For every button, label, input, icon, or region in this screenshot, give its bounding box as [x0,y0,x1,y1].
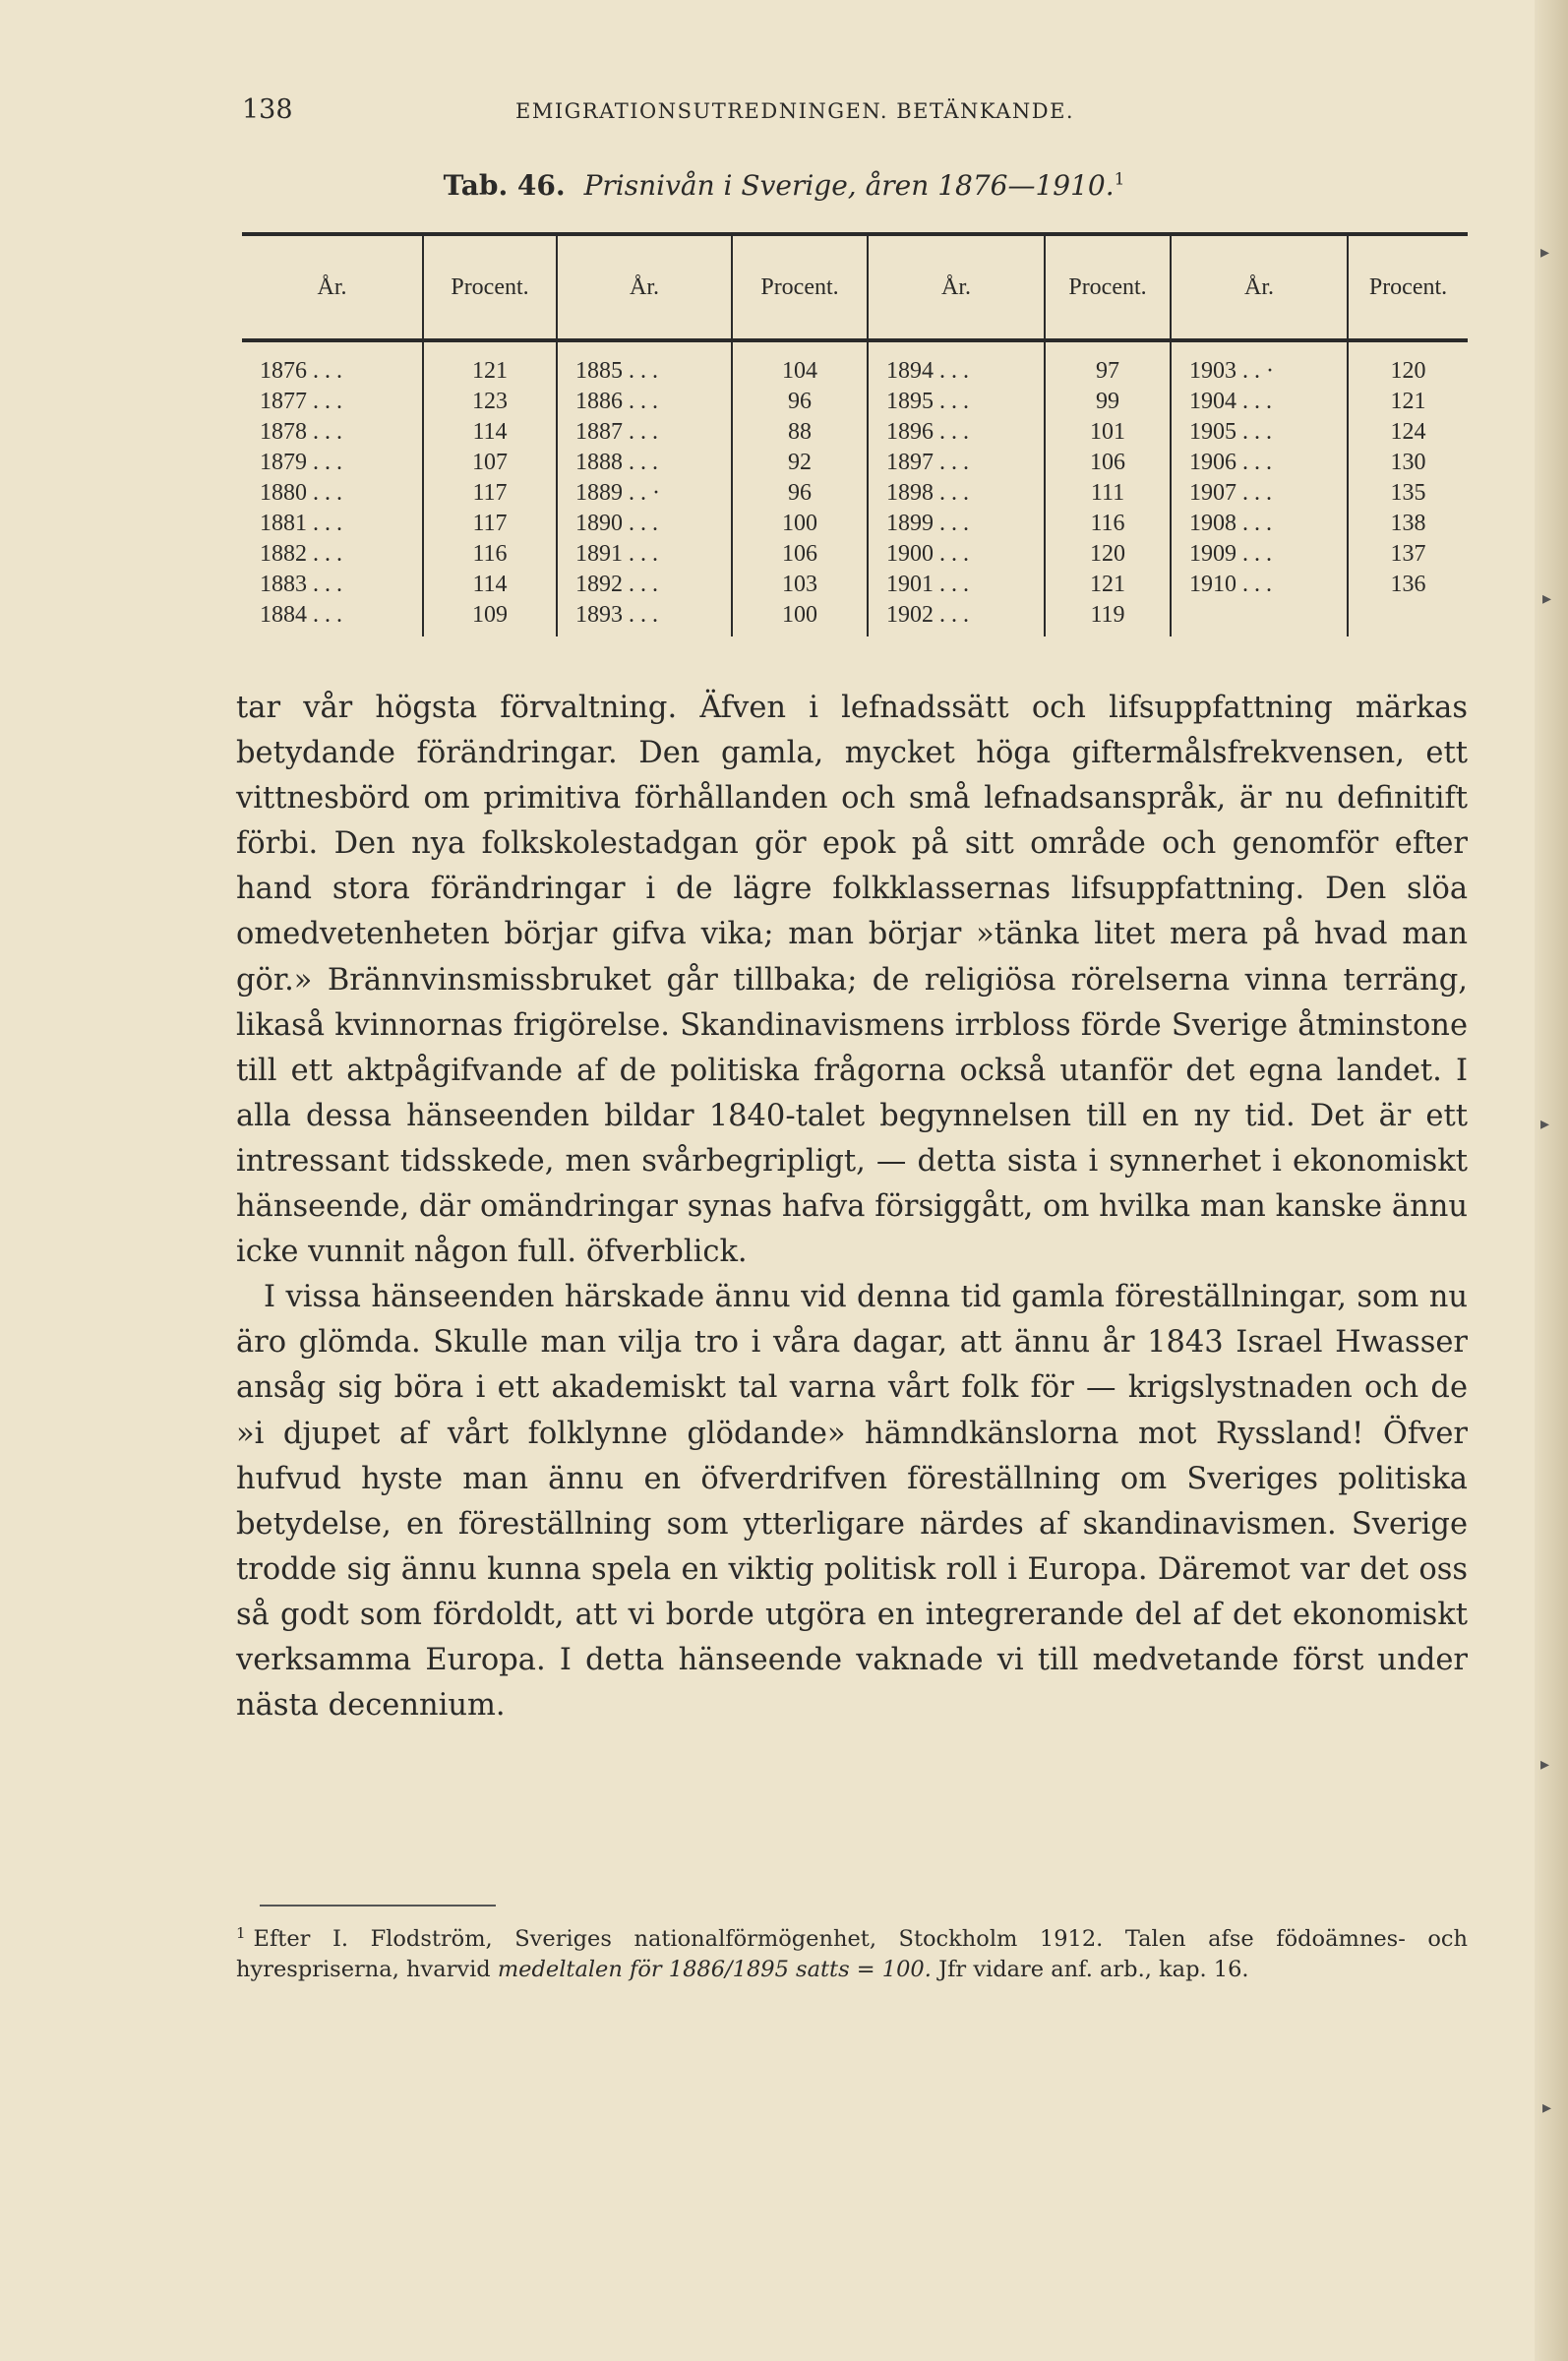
column-header-percent: Procent. [1045,234,1171,340]
year-cell: 1898 . . . [868,478,1045,509]
table-row [242,387,1468,417]
margin-mark: ▸ [1542,2097,1552,2118]
percent-cell: 121 [423,340,557,387]
page-number: 138 [242,94,293,125]
table-row [242,600,1468,636]
year-cell: 1886 . . . [557,387,732,417]
percent-cell: 120 [1045,539,1171,570]
price-table [242,232,1468,636]
running-head [242,94,1196,128]
year-cell: 1887 . . . [557,417,732,448]
percent-cell: 111 [1045,478,1171,509]
year-cell: 1903 . . · [1171,340,1348,387]
footnote-text: Jfr vidare anf. arb., kap. 16. [938,1957,1249,1982]
year-cell: 1908 . . . [1171,509,1348,539]
year-cell [1171,600,1348,636]
percent-cell: 135 [1348,478,1468,509]
year-cell: 1888 . . . [557,448,732,478]
percent-cell: 116 [1045,509,1171,539]
column-header-year: År. [1171,234,1348,340]
footnote-marker: 1 [236,1924,246,1942]
percent-cell: 120 [1348,340,1468,387]
body-paragraph: I vissa hänseenden härskade ännu vid denna tid gamla föreställningar, som nu äro glömda. Skulle man vilja tro i våra dagar, att ännu år 1843 Israel Hwasser ansåg sig böra i ett akademiskt tal varna vårt folk för — krigslystnaden och de »i djupet af vårt folklynne glödande» hämndkänslorna mot Ryssland! Öfver hufvud hyste man ännu en öfverdrifven föreställning om Sveriges politiska betydelse, en föreställning som ytterligare närdes af skandinavismen. Sverige trodde sig ännu kunna spela en viktig politisk roll i Europa. Däremot var det oss så godt som fördoldt, att vi borde utgöra en integrerande del af det ekonomiskt verksamma Europa. I detta hänseende vaknade vi till medvetande först under nästa decennium. [236,1280,1468,1724]
year-cell: 1882 . . . [260,541,342,567]
percent-cell: 96 [732,478,868,509]
footnote [236,1918,1468,1985]
page-edge-shadow [1535,0,1568,2361]
percent-cell: 103 [732,570,868,600]
year-cell: 1897 . . . [868,448,1045,478]
percent-cell: 137 [1348,539,1468,570]
table-row [242,448,1468,478]
year-cell: 1895 . . . [868,387,1045,417]
year-cell: 1878 . . . [260,419,342,445]
percent-cell: 121 [1045,570,1171,600]
table-row [242,340,1468,387]
table-title [0,169,1568,202]
footnote-emphasis: medeltalen för 1886/1895 satts = 100. [497,1957,932,1982]
column-header-year: År. [242,234,423,340]
percent-cell: 97 [1045,340,1171,387]
year-cell: 1885 . . . [557,340,732,387]
year-cell: 1905 . . . [1171,417,1348,448]
percent-cell: 104 [732,340,868,387]
margin-mark: ▸ [1540,242,1550,263]
percent-cell: 96 [732,387,868,417]
column-header-percent: Procent. [1348,234,1468,340]
table-row [242,539,1468,570]
year-cell: 1910 . . . [1171,570,1348,600]
year-cell: 1880 . . . [260,480,342,506]
footnote-reference: 1 [1114,169,1125,190]
percent-cell: 100 [732,509,868,539]
percent-cell: 88 [732,417,868,448]
percent-cell: 123 [423,387,557,417]
percent-cell: 114 [423,417,557,448]
year-cell: 1896 . . . [868,417,1045,448]
percent-cell: 100 [732,600,868,636]
percent-cell: 107 [423,448,557,478]
year-cell: 1889 . . · [557,478,732,509]
body-text [236,686,1468,1728]
year-cell: 1879 . . . [260,450,342,475]
year-cell: 1907 . . . [1171,478,1348,509]
year-cell: 1892 . . . [557,570,732,600]
margin-mark: ▸ [1542,588,1552,609]
table-caption: Prisnivån i Sverige, åren 1876—1910. [583,169,1115,202]
table-row [242,509,1468,539]
percent-cell: 116 [423,539,557,570]
percent-cell: 138 [1348,509,1468,539]
column-header-percent: Procent. [423,234,557,340]
percent-cell: 119 [1045,600,1171,636]
year-cell: 1902 . . . [868,600,1045,636]
table-row [242,478,1468,509]
percent-cell: 99 [1045,387,1171,417]
table-number: Tab. 46. [443,169,566,202]
percent-cell: 117 [423,509,557,539]
column-header-year: År. [868,234,1045,340]
year-cell: 1894 . . . [868,340,1045,387]
year-cell: 1876 . . . [260,358,342,384]
table-row [242,570,1468,600]
year-cell: 1906 . . . [1171,448,1348,478]
year-cell: 1900 . . . [868,539,1045,570]
percent-cell: 114 [423,570,557,600]
year-cell: 1899 . . . [868,509,1045,539]
footnote-divider [260,1905,496,1907]
running-title: EMIGRATIONSUTREDNINGEN. BETÄNKANDE. [515,99,1075,123]
year-cell: 1909 . . . [1171,539,1348,570]
body-paragraph: tar vår högsta förvaltning. Äfven i lefnadssätt och lifsuppfattning märkas betydande förändringar. Den gamla, mycket höga giftermålsfrekvensen, ett vittnesbörd om primitiva förhållanden och små lefnadsanspråk, är nu definitift förbi. Den nya folkskolestadgan gör epok på sitt område och genomför efter hand stora förändringar i de lägre folkklassernas lifsuppfattning. Den slöa omedvetenheten börjar gifva vika; man börjar »tänka litet mera på hvad man gör.» Brännvinsmissbruket går tillbaka; de religiösa rörelserna vinna terräng, likaså kvinnornas frigörelse. Skandinavismens irrbloss förde Sverige åtminstone till ett aktpågifvande af de politiska frågorna också utanför det egna landet. I alla dessa hänseenden bildar 1840-talet begynnelsen till en ny tid. Det är ett intressant tidsskede, men svårbegripligt, — detta sista i synnerhet i ekonomiskt hänseende, där omändringar synas hafva försiggått, om hvilka man kanske ännu icke vunnit någon full. öfverblick. [236,691,1468,1270]
percent-cell: 109 [423,600,557,636]
price-level-table [242,232,1468,636]
year-cell: 1883 . . . [260,572,342,597]
year-cell: 1904 . . . [1171,387,1348,417]
percent-cell: 136 [1348,570,1468,600]
percent-cell: 106 [1045,448,1171,478]
column-header-year: År. [557,234,732,340]
year-cell: 1890 . . . [557,509,732,539]
year-cell: 1891 . . . [557,539,732,570]
percent-cell: 130 [1348,448,1468,478]
percent-cell: 106 [732,539,868,570]
year-cell: 1884 . . . [260,602,342,628]
table-header-row [242,234,1468,340]
year-cell: 1893 . . . [557,600,732,636]
percent-cell: 124 [1348,417,1468,448]
margin-mark: ▸ [1540,1754,1550,1775]
percent-cell: 92 [732,448,868,478]
year-cell: 1877 . . . [260,389,342,414]
percent-cell: 101 [1045,417,1171,448]
year-cell: 1901 . . . [868,570,1045,600]
table-row [242,417,1468,448]
percent-cell: 121 [1348,387,1468,417]
footnote-text: Efter I. Flodström, Sveriges nationalförmögenhet, Stockholm 1912. Talen afse födoämnes- och hyrespriserna, hvarvid [236,1926,1468,1982]
percent-cell [1348,600,1468,636]
margin-mark: ▸ [1540,1114,1550,1134]
year-cell: 1881 . . . [260,511,342,536]
column-header-percent: Procent. [732,234,868,340]
percent-cell: 117 [423,478,557,509]
